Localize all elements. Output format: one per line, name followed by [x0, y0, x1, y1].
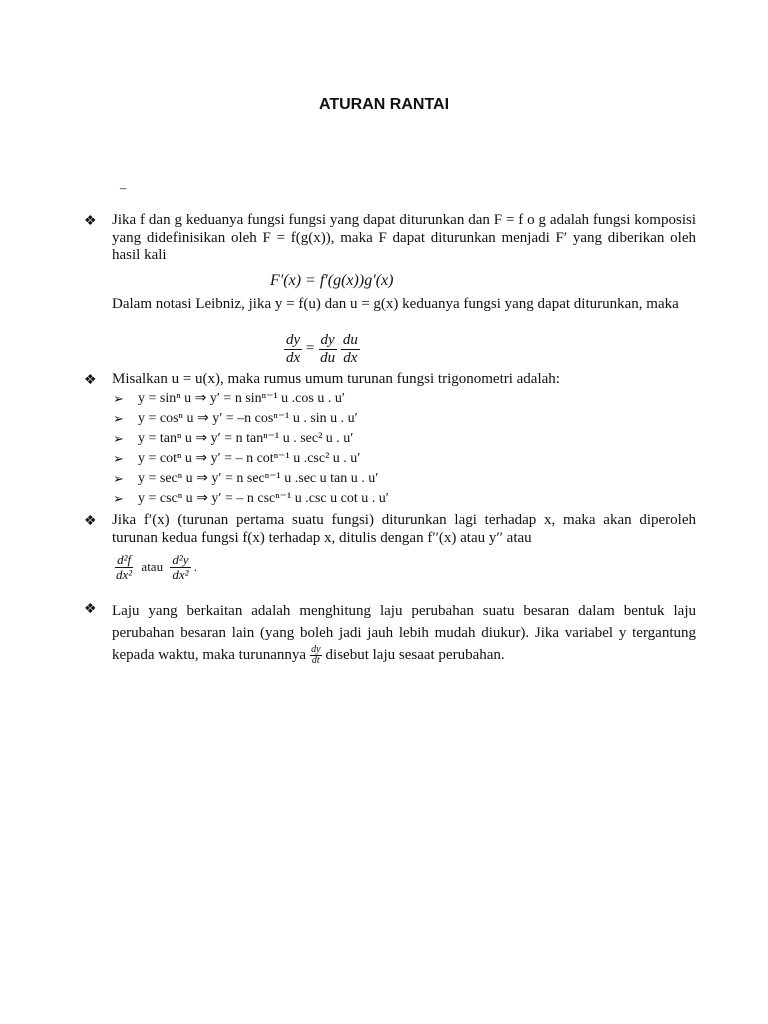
arrow-bullet-icon: ➢ — [113, 451, 124, 466]
bullet-icon: ❖ — [84, 602, 97, 617]
denominator: dx — [286, 349, 301, 366]
trig-rule-sin: y = sinⁿ u ⇒ y′ = n sinⁿ⁻¹ u .cos u . u′ — [138, 391, 345, 406]
numerator: dy — [320, 332, 335, 348]
second-derivative-notation — [114, 553, 197, 583]
chain-rule-paragraph: Jika f dan g keduanya fungsi fungsi yang dapat diturunkan dan F = f o g adalah fungsi komposisi yang didefinisikan oleh F = f(g(x)), maka F dapat diturunkan menjadi F′ yang diberikan oleh hasil kali — [112, 212, 696, 263]
stray-dash: – — [120, 180, 127, 195]
leibniz-paragraph: Dalam notasi Leibniz, jika y = f(u) dan u = g(x) keduanya fungsi yang dapat diturunkan, maka — [112, 296, 679, 312]
arrow-bullet-icon: ➢ — [113, 411, 124, 426]
second-derivative-paragraph: Jika f′(x) (turunan pertama suatu fungsi) diturunkan lagi terhadap x, maka akan diperoleh turunan kedua fungsi f(x) terhadap x, ditulis dengan f′′(x) atau y′′ atau — [112, 512, 696, 546]
bullet-icon: ❖ — [84, 373, 97, 388]
arrow-bullet-icon: ➢ — [113, 491, 124, 506]
numerator: dy — [286, 332, 301, 348]
arrow-bullet-icon: ➢ — [113, 391, 124, 406]
fraction-d2y-dx2 — [170, 553, 190, 583]
denominator: dt — [311, 655, 320, 667]
fraction-dy-du — [318, 332, 337, 366]
denominator: dx² — [116, 567, 133, 583]
denominator: du — [320, 349, 336, 366]
equals-sign: = — [305, 340, 315, 357]
trig-intro: Misalkan u = u(x), maka rumus umum turunan fungsi trigonometri adalah: — [112, 371, 560, 387]
denominator: dx — [343, 349, 358, 366]
related-rates-text-end: disebut laju sesaat perubahan. — [325, 647, 505, 663]
trig-rule-sec: y = secⁿ u ⇒ y′ = n secⁿ⁻¹ u .sec u tan u . u′ — [138, 471, 379, 486]
fraction-du-dx — [341, 332, 360, 366]
chain-rule-formula: F′(x) = f′(g(x))g′(x) — [270, 272, 394, 289]
trig-rule-cos: y = cosⁿ u ⇒ y′ = –n cosⁿ⁻¹ u . sin u . u′ — [138, 411, 358, 426]
arrow-bullet-icon: ➢ — [113, 431, 124, 446]
bullet-icon: ❖ — [84, 214, 97, 229]
numerator: d²y — [172, 552, 189, 567]
trig-rule-csc: y = cscⁿ u ⇒ y′ = – n cscⁿ⁻¹ u .csc u cot u . u′ — [138, 491, 389, 506]
fraction-dy-dx — [284, 332, 302, 366]
bullet-icon: ❖ — [84, 514, 97, 529]
numerator: d²f — [117, 552, 132, 567]
related-rates-paragraph — [112, 600, 696, 667]
period: . — [193, 558, 197, 574]
trig-rule-cot: y = cotⁿ u ⇒ y′ = – n cotⁿ⁻¹ u .csc² u . u′ — [138, 451, 361, 466]
fraction-d2f-dx2 — [114, 553, 134, 583]
related-rates-text: Laju yang berkaitan adalah menghitung laju perubahan suatu besaran dalam bentuk laju perubahan besaran lain (yang boleh jadi jauh lebih mudah diukur). Jika variabel y tergantung kepada waktu, maka turunannya — [112, 603, 696, 663]
numerator: du — [342, 332, 358, 348]
arrow-bullet-icon: ➢ — [113, 471, 124, 486]
atau-text: atau — [141, 558, 164, 574]
denominator: dx² — [172, 567, 189, 583]
leibniz-formula — [284, 332, 360, 366]
page-title: ATURAN RANTAI — [318, 96, 450, 113]
numerator: dy — [311, 643, 321, 655]
fraction-dy-dt — [310, 645, 321, 667]
trig-rule-tan: y = tanⁿ u ⇒ y′ = n tanⁿ⁻¹ u . sec² u . u′ — [138, 431, 354, 446]
